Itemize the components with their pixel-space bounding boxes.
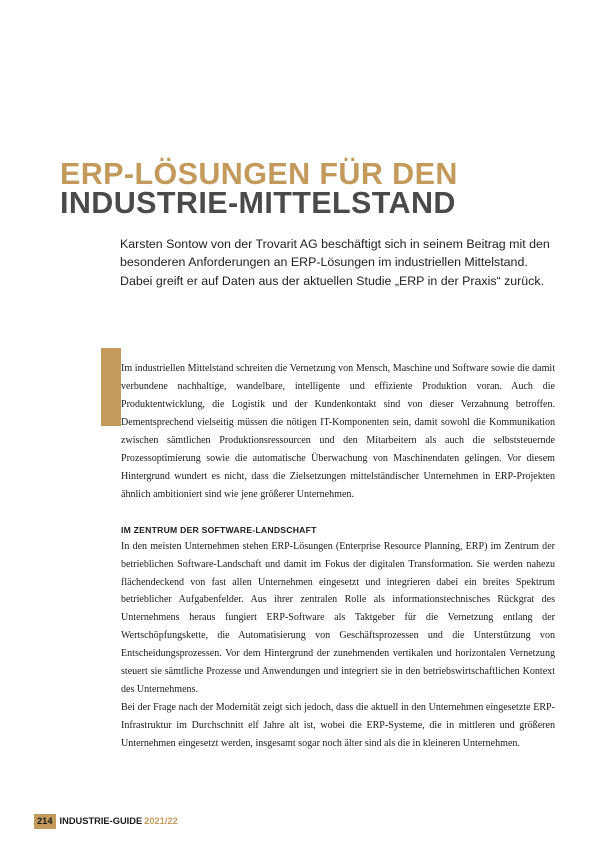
publication-year: 2021/22	[144, 816, 178, 826]
accent-bar	[101, 348, 121, 426]
body-paragraph-3: Bei der Frage nach der Modernität zeigt sich jedoch, dass die aktuell in den Unternehmen eingesetzte ERP-Infrastruktur im Durchschnitt elf Jahre alt ist, wobei die ERP-Systeme, die in mittleren und größeren Unternehmen eingesetzt werden, insgesamt sogar noch älter sind als die in kleineren Unternehmen.	[121, 702, 555, 750]
section-heading: IM ZENTRUM DER SOFTWARE-LANDSCHAFT	[121, 524, 317, 535]
article-body	[121, 360, 555, 753]
publication-name: INDUSTRIE-GUIDE	[59, 816, 143, 826]
article-intro: Karsten Sontow von der Trovarit AG beschäftigt sich in seinem Beitrag mit den besonderen Anforderungen an ERP-Lösungen im industriellen Mittelstand. Dabei greift er auf Daten aus der aktuellen Studie „ERP in der Praxis“ zurück.	[120, 237, 550, 288]
article-title-line-2: INDUSTRIE-MITTELSTAND	[60, 186, 456, 220]
page-number: 214	[34, 814, 56, 829]
body-paragraph-2: In den meisten Unternehmen stehen ERP-Lösungen (Enterprise Resource Planning, ERP) im Zentrum der betrieblichen Software-Landschaft und damit im Fokus der digitalen Transformation. Sie werden nahezu flächendeckend von fast allen Unternehmen eingesetzt und integrieren dabei ein breites Spektrum betrieblicher Aufgabenfelder. Aus ihrer zentralen Rolle als informationstechnisches Rückgrat des Unternehmens heraus fungiert ERP-Software als Taktgeber für die Vernetzung entlang der Wertschöpfungskette, die Automatisierung von Geschäftsprozessen und die Unterstützung von Entscheidungsprozessen. Vor dem Hintergrund der zunehmenden vertikalen und horizontalen Vernetzung steuert sie sämtliche Prozesse und Anwendungen und integriert sie in den betriebswirtschaftlichen Kontext des Unternehmens.	[121, 540, 555, 696]
body-paragraph-1: Im industriellen Mittelstand schreiten die Vernetzung von Mensch, Maschine und Software sowie die damit verbundene nachhaltige, wandelbare, intelligente und effiziente Produktion voran. Auch die Produktentwicklung, die Logistik und der Kundenkontakt sind von dieser Verzahnung betroffen. Dementsprechend vielseitig müssen die nötigen IT-Komponenten sein, damit sowohl die Kommunikation zwischen sämtlichen Produktionsressourcen und den Mitarbeitern als auch die selbststeuernde Prozessoptimierung sowie die automatische Überwachung von Maschinendaten gelingen. Vor diesem Hintergrund wundert es nicht, dass die Zielsetzungen mittelständischer Unternehmen in ERP-Projekten ähnlich ambitioniert sind wie jene größerer Unternehmen.	[121, 363, 555, 500]
article-title-line-1: ERP-LÖSUNGEN FÜR DEN	[60, 157, 458, 191]
page-footer	[34, 814, 178, 829]
